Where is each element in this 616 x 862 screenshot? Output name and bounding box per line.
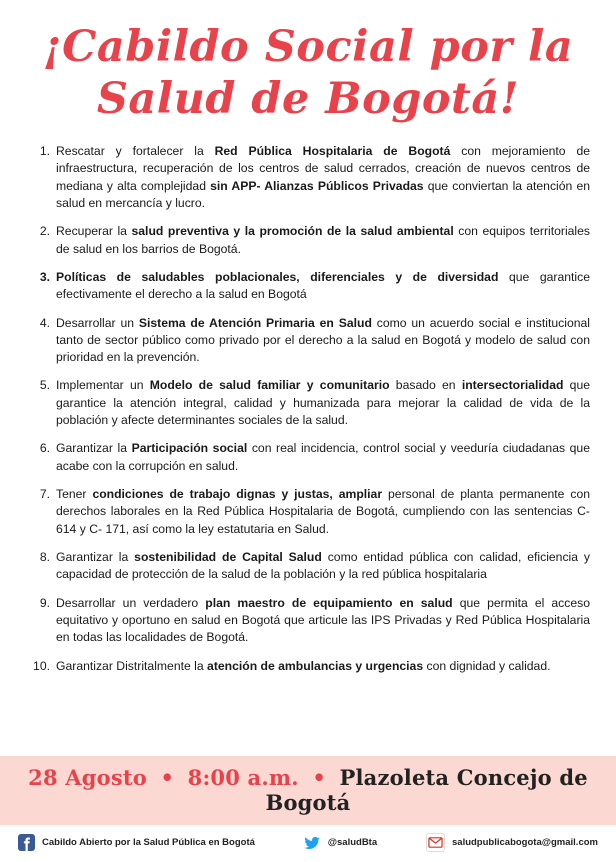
demand-item (26, 315, 590, 367)
demand-item-text: Garantizar Distritalmente la atención de ambulancias y urgencias con dignidad y calidad. (56, 658, 551, 673)
twitter-icon (304, 834, 321, 851)
demand-item-text: Desarrollar un verdadero plan maestro de equipamiento en salud que permita el acceso equitativo y oportuno en salud en Bogotá que articule las IPS Privadas y Red Pública Hospitalaria en todas las localidades de Bogotá. (56, 595, 590, 645)
demand-item-text: Desarrollar un Sistema de Atención Primaria en Salud como un acuerdo social e institucional tanto de sector público como privado por el derecho a la salud en Bogotá y modelo de salud con prioridad en la prevención. (56, 315, 590, 365)
demand-item (26, 269, 590, 304)
separator-dot-1: • (160, 765, 175, 790)
demand-item (26, 658, 590, 675)
separator-dot-2: • (312, 765, 326, 790)
title-line-1: ¡Cabildo Social por la (42, 22, 574, 72)
demand-item-number: 1. (39, 143, 50, 158)
gmail-icon (426, 833, 445, 852)
event-details-text (28, 765, 588, 815)
demand-item-number: 9. (39, 595, 50, 610)
title-line-2: Salud de Bogotá! (96, 74, 520, 125)
demand-item-number: 2. (39, 224, 50, 239)
social-links-bar (0, 825, 616, 862)
social-link-facebook[interactable] (18, 834, 255, 851)
social-link-twitter[interactable] (304, 834, 377, 851)
demand-item-text: Tener condiciones de trabajo dignas y justas, ampliar personal de planta permanente con derechos laborales en la Red Pública Hospitalaria de Bogotá, cumpliendo con las sentencias C- 614 y C- 171, así como la ley estatutaria en Salud. (56, 487, 591, 536)
event-date: 28 Agosto (28, 765, 147, 790)
demand-item-number: 8. (39, 550, 50, 565)
demand-item-text: Garantizar la Participación social con real incidencia, control social y veeduría ciudadanas que acabe con la corrupción en salud. (56, 441, 590, 473)
demand-item (26, 486, 590, 538)
poster-title (0, 0, 616, 129)
twitter-label: @saludBta (327, 837, 378, 848)
demand-item-text: Garantizar la sostenibilidad de Capital Salud como entidad pública con calidad, eficiencia y capacidad de protección de la salud de la población y la red pública hospitalaria (56, 550, 591, 582)
demands-list (26, 143, 590, 675)
demand-item-number: 7. (39, 487, 50, 502)
demand-item (26, 143, 590, 212)
demand-item-text: Implementar un Modelo de salud familiar y comunitario basado en intersectorialidad que garantice la atención integral, calidad y humanizada para mejorar la calidad de vida de la población y afecte determinantes sociales de la salud. (56, 378, 591, 428)
event-time: 8:00 a.m. (187, 765, 299, 790)
demand-item-number: 6. (39, 441, 50, 456)
demand-item-text: Recuperar la salud preventiva y la promoción de la salud ambiental con equipos territoriales de salud en los barrios de Bogotá. (56, 224, 591, 256)
event-details-bar (0, 756, 616, 825)
event-place: Plazoleta Concejo de Bogotá (265, 765, 588, 815)
facebook-icon (18, 834, 35, 851)
demand-item (26, 440, 590, 475)
demand-item (26, 595, 590, 647)
demand-item (26, 549, 590, 584)
demands-list-container (0, 129, 616, 756)
demand-item-number: 10. (33, 658, 50, 673)
demand-item-text: Rescatar y fortalecer la Red Pública Hospitalaria de Bogotá con mejoramiento de infraestructura, recuperación de los centros de salud cerrados, creación de nuevos centros de mediana y alta complejidad sin APP- Alianzas Públicos Privadas que conviertan la atención en salud en mercancía y lucro. (56, 143, 591, 210)
facebook-label: Cabildo Abierto por la Salud Pública en Bogotá (42, 837, 255, 848)
demand-item (26, 377, 590, 429)
demand-item-number: 5. (39, 378, 50, 393)
demand-item (26, 223, 590, 258)
email-label: saludpublicabogota@gmail.com (452, 837, 598, 848)
demand-item-text: Políticas de saludables poblacionales, diferenciales y de diversidad que garantice efectivamente el derecho a la salud en Bogotá (56, 269, 590, 302)
demand-item-number: 3. (39, 269, 50, 284)
demand-item-number: 4. (39, 315, 50, 330)
social-link-email[interactable] (426, 833, 598, 852)
